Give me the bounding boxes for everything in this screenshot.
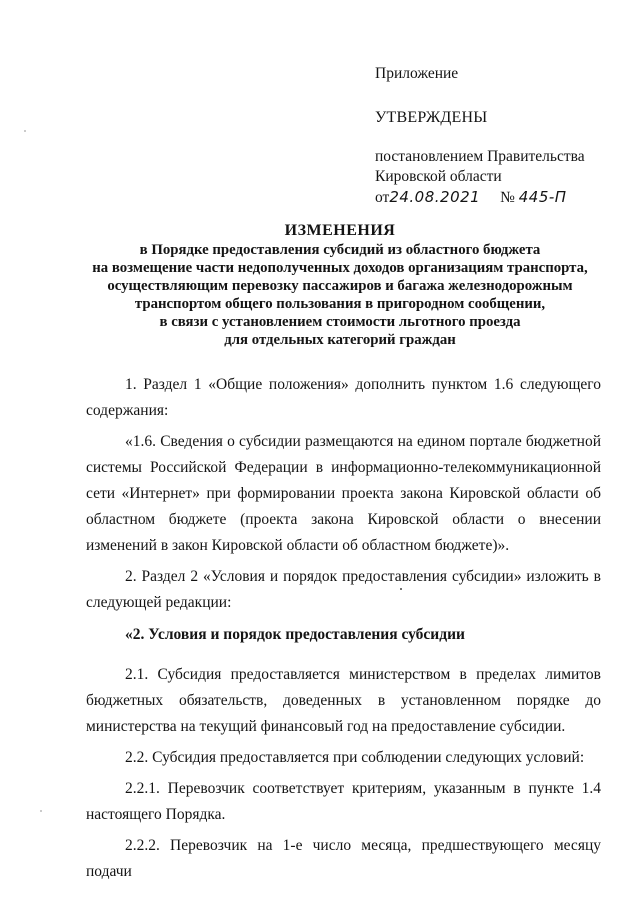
- title-line-6: для отдельных категорий граждан: [224, 332, 456, 348]
- paragraph-1: 1. Раздел 1 «Общие положения» дополнить пунктом 1.6 следующего содержания:: [86, 376, 601, 419]
- title-line-1: в Порядке предоставления субсидий из областного бюджета: [139, 242, 541, 258]
- decree-number-handwritten: 445-П: [518, 188, 567, 206]
- title-line-5: в связи с установлением стоимости льготного проезда: [159, 314, 521, 330]
- document-title: [60, 222, 620, 349]
- document-body: [86, 372, 601, 885]
- title-heading: ИЗМЕНЕНИЯ: [284, 222, 396, 239]
- decree-line-2: Кировской области: [375, 168, 502, 185]
- number-label: №: [500, 189, 515, 206]
- paragraph-4: 2.1. Субсидия предоставляется министерством в пределах лимитов бюджетных обязательств, доведенных в установленном порядке до министерства на текущий финансовый год на предоставление субсидии.: [86, 666, 601, 735]
- scan-speck: [400, 588, 402, 590]
- decree-line-1: постановлением Правительства: [375, 148, 585, 165]
- decree-date-handwritten: 24.08.2021: [389, 188, 481, 206]
- paragraph-6: 2.2.1. Перевозчик соответствует критериям, указанным в пункте 1.4 настоящего Порядка.: [86, 780, 601, 823]
- paragraph-2: «1.6. Сведения о субсидии размещаются на едином портале бюджетной системы Российской Федерации в информационно-телекоммуникационной сети «Интернет» при формировании проекта закона Кировской области об областном бюджете (проекта закона Кировской области о внесении изменений в закон Кировской области об областном бюджете)».: [86, 433, 601, 554]
- date-prefix: от: [375, 189, 390, 206]
- approval-block: [375, 64, 615, 208]
- paragraph-5: 2.2. Субсидия предоставляется при соблюдении следующих условий:: [125, 749, 585, 766]
- scan-speck: [40, 810, 42, 812]
- title-line-2: на возмещение части недополученных доходов организациям транспорта,: [92, 260, 588, 276]
- paragraph-7: 2.2.2. Перевозчик на 1-е число месяца, предшествующего месяцу подачи: [86, 837, 601, 880]
- section-heading: «2. Условия и порядок предоставления субсидии: [125, 626, 465, 643]
- decree-date-line: [375, 187, 615, 208]
- title-line-4: транспортом общего пользования в пригородном сообщении,: [134, 296, 546, 312]
- approved-label: УТВЕРЖДЕНЫ: [375, 109, 488, 126]
- title-line-3: осуществляющим перевозку пассажиров и багажа железнодорожным: [107, 278, 573, 294]
- scan-speck: [24, 130, 26, 132]
- appendix-label: Приложение: [375, 65, 459, 82]
- paragraph-3: 2. Раздел 2 «Условия и порядок предоставления субсидии» изложить в следующей редакции:: [86, 568, 601, 611]
